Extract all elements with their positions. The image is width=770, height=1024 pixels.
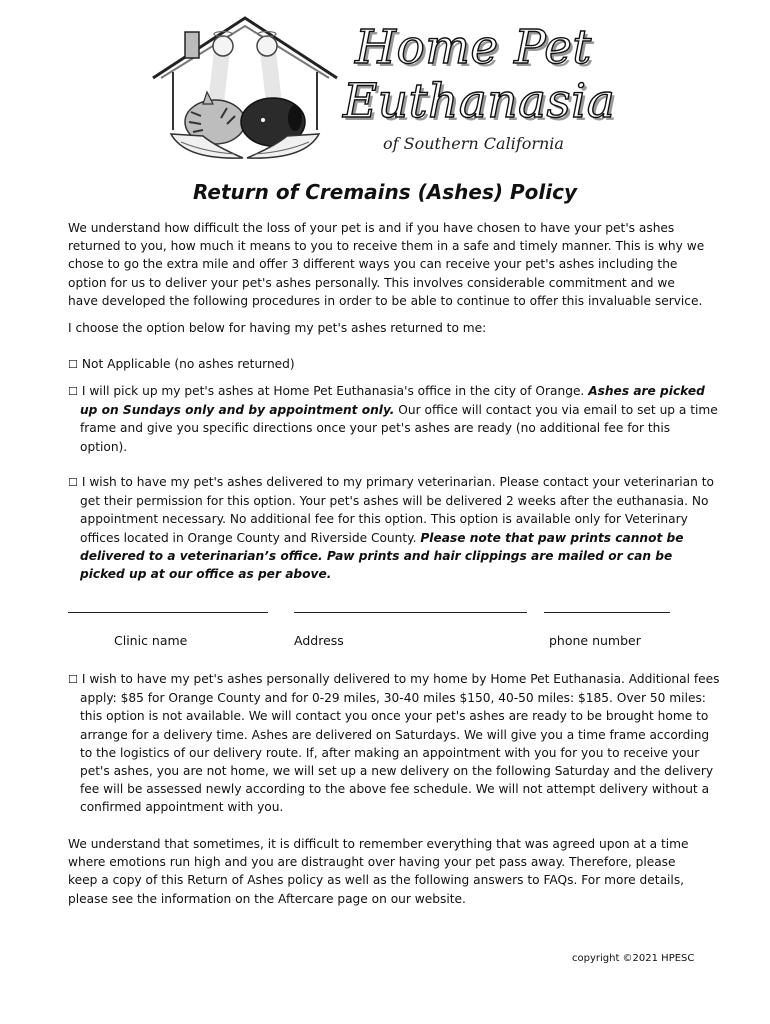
option-home-delivery-text: I wish to have my pet's ashes personally delivered to my home by Home Pet Euthanasia. Additional fees apply: $85 for Orange County and for 0-29 miles, 30-40 miles $150, 40-50 miles: $185. Over 50 miles: this option is not available. We will contact you once your pet's ashes are ready to be brought home to arrange for a delivery time. Ashes are delivered on Saturdays. We will give you a time frame according to the logistics of our delivery route. If, after making an appointment with you for you to receive your pet's ashes, you are not home, we will set up a new delivery on the following Saturday and the delivery fee will be assessed newly according to the above fee schedule. We will not attempt delivery without a confirmed appointment with you. (80, 672, 720, 815)
logo-line-2: Euthanasia (343, 74, 616, 129)
logo-line-1: Home Pet (355, 20, 592, 75)
option-not-applicable[interactable] (68, 355, 720, 374)
option-veterinarian[interactable] (68, 473, 720, 583)
address-field[interactable] (294, 612, 527, 613)
closing-paragraph: We understand that sometimes, it is difficult to remember everything that was agreed upon at a time where emotions run high and you are distraught over having your pet pass away. Therefore, please keep a copy of this Return of Ashes policy as well as the following answers to FAQs. For more details, please see the information on the Aftercare page on our website. (68, 837, 689, 906)
option-pickup-emphasis: Ashes are picked up on Sundays only and by appointment only. (80, 384, 705, 418)
clinic-name-label: Clinic name (114, 633, 188, 648)
house-hands-pets-illustration (145, 12, 345, 172)
checkbox-icon[interactable]: ☐ (68, 673, 78, 686)
copyright-notice: copyright ©2021 HPESC (572, 953, 695, 964)
option-home-delivery[interactable] (68, 670, 720, 817)
choose-instruction: I choose the option below for having my pet's ashes returned to me: (68, 321, 487, 335)
option-veterinarian-note: Please note that paw prints cannot be delivered to a veterinarian’s office. Paw prints and hair clippings are mailed or can be picked up at our office as per above. (80, 530, 684, 582)
checkbox-icon[interactable]: ☐ (68, 476, 78, 489)
intro-paragraph: We understand how difficult the loss of your pet is and if you have chosen to have your pet's ashes returned to you, how much it means to you to receive them in a safe and timely manner. This is why we chose to go the extra mile and offer 3 different ways you can receive your pet's ashes including the option for us to deliver your pet's ashes personally. This involves considerable commitment and we have developed the following procedures in order to be able to continue to offer this invaluable service. (68, 221, 705, 308)
option-pickup-details: Our office will contact you via email to set up a time frame and give you specific directions once your pet's ashes are ready (no additional fee for this option). (80, 403, 718, 454)
option-pickup-text: I will pick up my pet's ashes at Home Pet Euthanasia's office in the city of Orange. (81, 384, 585, 398)
phone-number-label: phone number (549, 633, 641, 648)
checkbox-icon[interactable]: ☐ (68, 358, 78, 371)
option-veterinarian-text: I wish to have my pet's ashes delivered to my primary veterinarian. Please contact your veterinarian to get their permission for this option. Your pet's ashes will be delivered 2 weeks after the euthanasia. No appointment necessary. No additional fee for this option. This option is available only for Veterinary offices located in Orange County and Riverside County. (80, 475, 714, 545)
page-title: Return of Cremains (Ashes) Policy (193, 180, 577, 204)
logo-tagline: of Southern California (383, 134, 564, 153)
checkbox-icon[interactable]: ☐ (68, 385, 78, 398)
address-label: Address (294, 633, 344, 648)
phone-number-field[interactable] (544, 612, 670, 613)
clinic-name-field[interactable] (68, 612, 268, 613)
option-not-applicable-label: Not Applicable (no ashes returned) (81, 357, 295, 371)
option-pickup[interactable] (68, 382, 720, 456)
company-logo (145, 12, 635, 172)
